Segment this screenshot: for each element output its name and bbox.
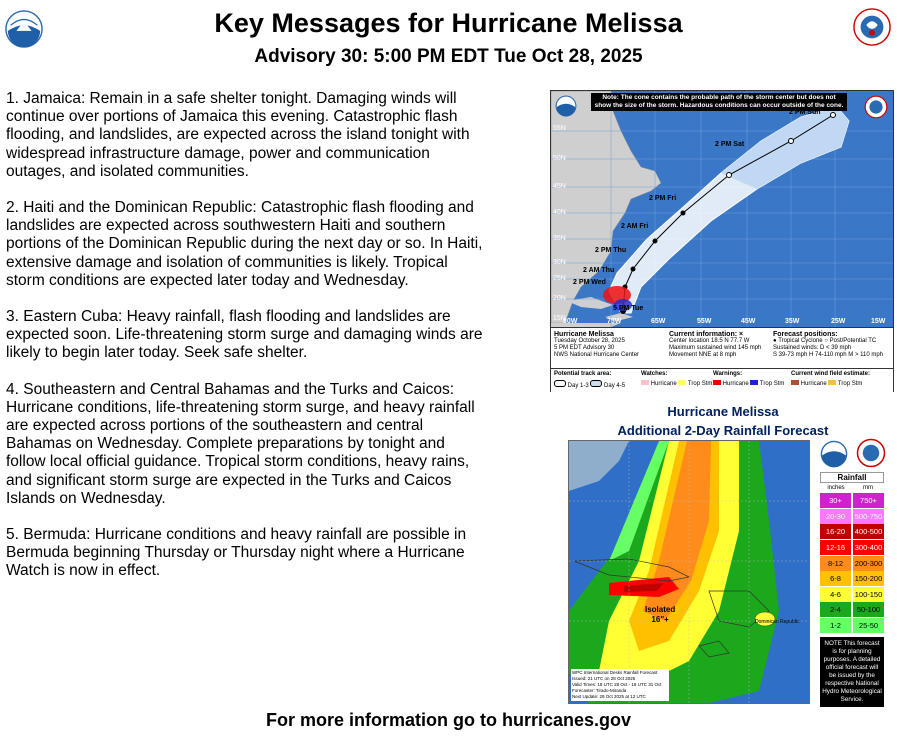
message-eastern-cuba: 3. Eastern Cuba: Heavy rainfall, flash flooding and landslides are expected soon. Life-threatening storm surge and damaging winds are likely to begin later today. Seek safe shelter. [6, 308, 483, 362]
legend-mm: 150-200 [853, 571, 884, 586]
track-area-label: Potential track area: [554, 371, 612, 377]
track-label: 2 PM Thu [595, 247, 627, 254]
fp-post: Post/Potential TC [829, 338, 877, 344]
legend-row [820, 540, 884, 556]
legend-row [820, 493, 884, 509]
info-location: Center location 18.5 N 77.7 W [669, 338, 750, 344]
info-advisory: 5 PM EDT Advisory 30 [554, 345, 615, 351]
legend-row [820, 618, 884, 634]
message-bermuda: 5. Bermuda: Hurricane conditions and heavy rainfall are possible in Bermuda beginning Thursday or Thursday night where a Hurricane Watch is now in effect. [6, 526, 467, 580]
hurricane-warn-swatch [713, 380, 721, 385]
legend-row [820, 571, 884, 587]
track-label: 2 AM Fri [621, 223, 649, 230]
lon-label: 35W [785, 318, 800, 325]
day13-icon [554, 380, 566, 387]
cone-noaa-logo [555, 95, 577, 117]
rainfall-map [568, 440, 810, 704]
h-val: H 74-110 mph [809, 352, 847, 358]
nws-logo [853, 8, 891, 46]
lon-label: 25W [831, 318, 846, 325]
wind-est-label: Current wind field estimate: [791, 371, 871, 377]
rainfall-note: NOTE This forecast is for planning purposes. A detailed official forecast will be issued by the respective National Hydro Meteorological Service. [820, 637, 884, 707]
m-val: M > 110 mph [848, 352, 884, 358]
lat-label: 35N [553, 235, 566, 242]
info-center: NWS National Hurricane Center [554, 352, 640, 358]
message-bahamas-turks-caicos: 4. Southeastern and Central Bahamas and the Turks and Caicos: Hurricane conditions, life-threatening storm surge, and heavy rainfall are expected across portions of the southeastern and central Bahamas on Wednesday. Complete preparations by tonight and follow local official guidance. Tropical storm conditions, heavy rains, and significant storm surge are expected in the Turks and Caicos Islands on Wednesday. [6, 380, 475, 507]
warn-hurricane: Hurricane [722, 381, 749, 387]
d-val: D < 39 mph [820, 345, 852, 351]
tc-dot-icon: ● [773, 338, 777, 344]
legend-row [820, 555, 884, 571]
lat-label: 25N [553, 275, 566, 282]
ts-warn-swatch [750, 380, 758, 385]
lat-label: 45N [553, 183, 566, 190]
watch-tropstm: Trop Stm [687, 381, 713, 387]
storm-name: Hurricane Melissa [554, 331, 614, 338]
legend-header: Rainfall [820, 472, 884, 483]
legend-units: inches mm [827, 485, 873, 491]
footer-link-text: For more information go to hurricanes.gov [265, 710, 632, 730]
rainfall-subtitle: Additional 2-Day Rainfall Forecast [617, 423, 829, 438]
legend-row [820, 509, 884, 525]
cone-nws-logo [864, 95, 888, 119]
warn-tropstm: Trop Stm [759, 381, 785, 387]
isolated-label: Isolated [645, 605, 676, 614]
legend-mm: 50-100 [853, 602, 884, 617]
lon-label: 15W [871, 318, 886, 325]
track-label: 5 PM Tue [613, 305, 644, 312]
info-max-wind: Maximum sustained wind 145 mph [669, 345, 762, 351]
track-label: 2 PM Sat [715, 141, 745, 148]
legend-mm: 200-300 [853, 556, 884, 571]
key-messages [6, 90, 486, 599]
watch-hurricane: Hurricane [650, 381, 677, 387]
legend-rows [820, 493, 884, 633]
isolated-callout [645, 605, 675, 625]
rainfall-credit: WPC International Desks Rainfall Forecast Issued: 21 UTC on 28 Oct 2025 Valid Times: 18 UTC 28 Oct - 18 UTC 31 Oct Forecaster: Tirado-Miranda Next Update: 29 Oct 2025 at 12 UTC [571, 669, 669, 701]
legend-row [820, 587, 884, 603]
legend-inches: 2-4 [820, 602, 851, 617]
legend-inches: 1-2 [820, 618, 851, 633]
lat-label: 30N [553, 259, 566, 266]
s-val: S 39-73 mph [773, 352, 808, 358]
legend-inches: 16-20 [820, 524, 851, 539]
legend-row [820, 524, 884, 540]
post-dot-icon: ○ [824, 338, 828, 344]
legend-mm: 400-500 [853, 524, 884, 539]
watches-label: Watches: [641, 371, 668, 377]
page-title: Key Messages for Hurricane Melissa [214, 8, 683, 38]
legend-inches: 8-12 [820, 556, 851, 571]
day13-label: Day 1-3 [567, 383, 589, 389]
legend-inches: 30+ [820, 493, 851, 508]
warnings-label: Warnings: [713, 371, 743, 377]
lon-label: 75W [607, 318, 622, 325]
hurricane-wind-swatch [791, 380, 799, 385]
legend-row [820, 602, 884, 618]
legend-inches: 20-30 [820, 509, 851, 524]
lat-label: 50N [553, 155, 566, 162]
dr-label: Dominican Republic [755, 619, 800, 625]
legend-mm: 750+ [853, 493, 884, 508]
lat-label: 15N [553, 315, 566, 322]
legend-mm: 500-750 [853, 509, 884, 524]
fp-tc: Tropical Cyclone [778, 338, 823, 344]
info-movement: Movement NNE at 8 mph [669, 352, 737, 358]
rainfall-legend [820, 472, 884, 707]
lon-label: 45W [741, 318, 756, 325]
rain-nws-logo [856, 438, 886, 468]
track-label: 2 PM Sun [789, 109, 821, 116]
sustained-label: Sustained winds: [773, 345, 819, 351]
lat-labels: 55N [553, 125, 566, 132]
hurricane-watch-swatch [641, 380, 649, 385]
rainfall-title: Hurricane Melissa [667, 404, 779, 419]
day45-label: Day 4-5 [604, 383, 626, 389]
legend-mm: 100-150 [853, 587, 884, 602]
cone-info-panel [551, 327, 893, 392]
lon-label: 65W [651, 318, 666, 325]
lat-label: 20N [553, 295, 566, 302]
legend-inches: 12-16 [820, 540, 851, 555]
legend-mm: 300-400 [853, 540, 884, 555]
lon-label: 55W [697, 318, 712, 325]
track-label: 2 PM Wed [573, 279, 606, 286]
isolated-value: 16"+ [651, 615, 669, 624]
cone-note: Note: The cone contains the probable path of the storm center but does not show the size of the storm. Hazardous conditions can occur outside of the cone. [591, 93, 847, 111]
legend-inches: 6-8 [820, 571, 851, 586]
lon-label: 80W [563, 318, 578, 325]
lat-label: 40N [553, 209, 566, 216]
ts-watch-swatch [678, 380, 686, 385]
track-label: 2 PM Fri [649, 195, 677, 202]
wind-hurricane: Hurricane [800, 381, 827, 387]
forecast-cone-map [550, 90, 894, 392]
current-heading: Current information: × [669, 331, 744, 338]
info-date: Tuesday October 28, 2025 [554, 338, 625, 344]
day45-icon [590, 380, 602, 387]
message-jamaica: 1. Jamaica: Remain in a safe shelter tonight. Damaging winds will continue over portions of Jamaica this evening. Catastrophic flash flooding, and landslides, are expected across the island tonight with widespread infrastructure damage, power and communication outages, and isolated communities. [6, 90, 470, 180]
legend-mm: 25-50 [853, 618, 884, 633]
legend-inches: 4-6 [820, 587, 851, 602]
advisory-subtitle: Advisory 30: 5:00 PM EDT Tue Oct 28, 2025 [254, 46, 643, 67]
rain-noaa-logo [820, 440, 848, 468]
message-haiti-dr: 2. Haiti and the Dominican Republic: Catastrophic flash flooding and landslides are expected across southwestern Haiti and southern portions of the Dominican Republic during the next day or so. In Haiti, extensive damage and isolation of communities is likely. Tropical storm conditions are expected later today and Wednesday. [6, 199, 483, 289]
track-label: 2 AM Thu [583, 267, 615, 274]
ts-wind-swatch [828, 380, 836, 385]
forecast-heading: Forecast positions: [773, 331, 838, 338]
wind-tropstm: Trop Stm [837, 381, 863, 387]
